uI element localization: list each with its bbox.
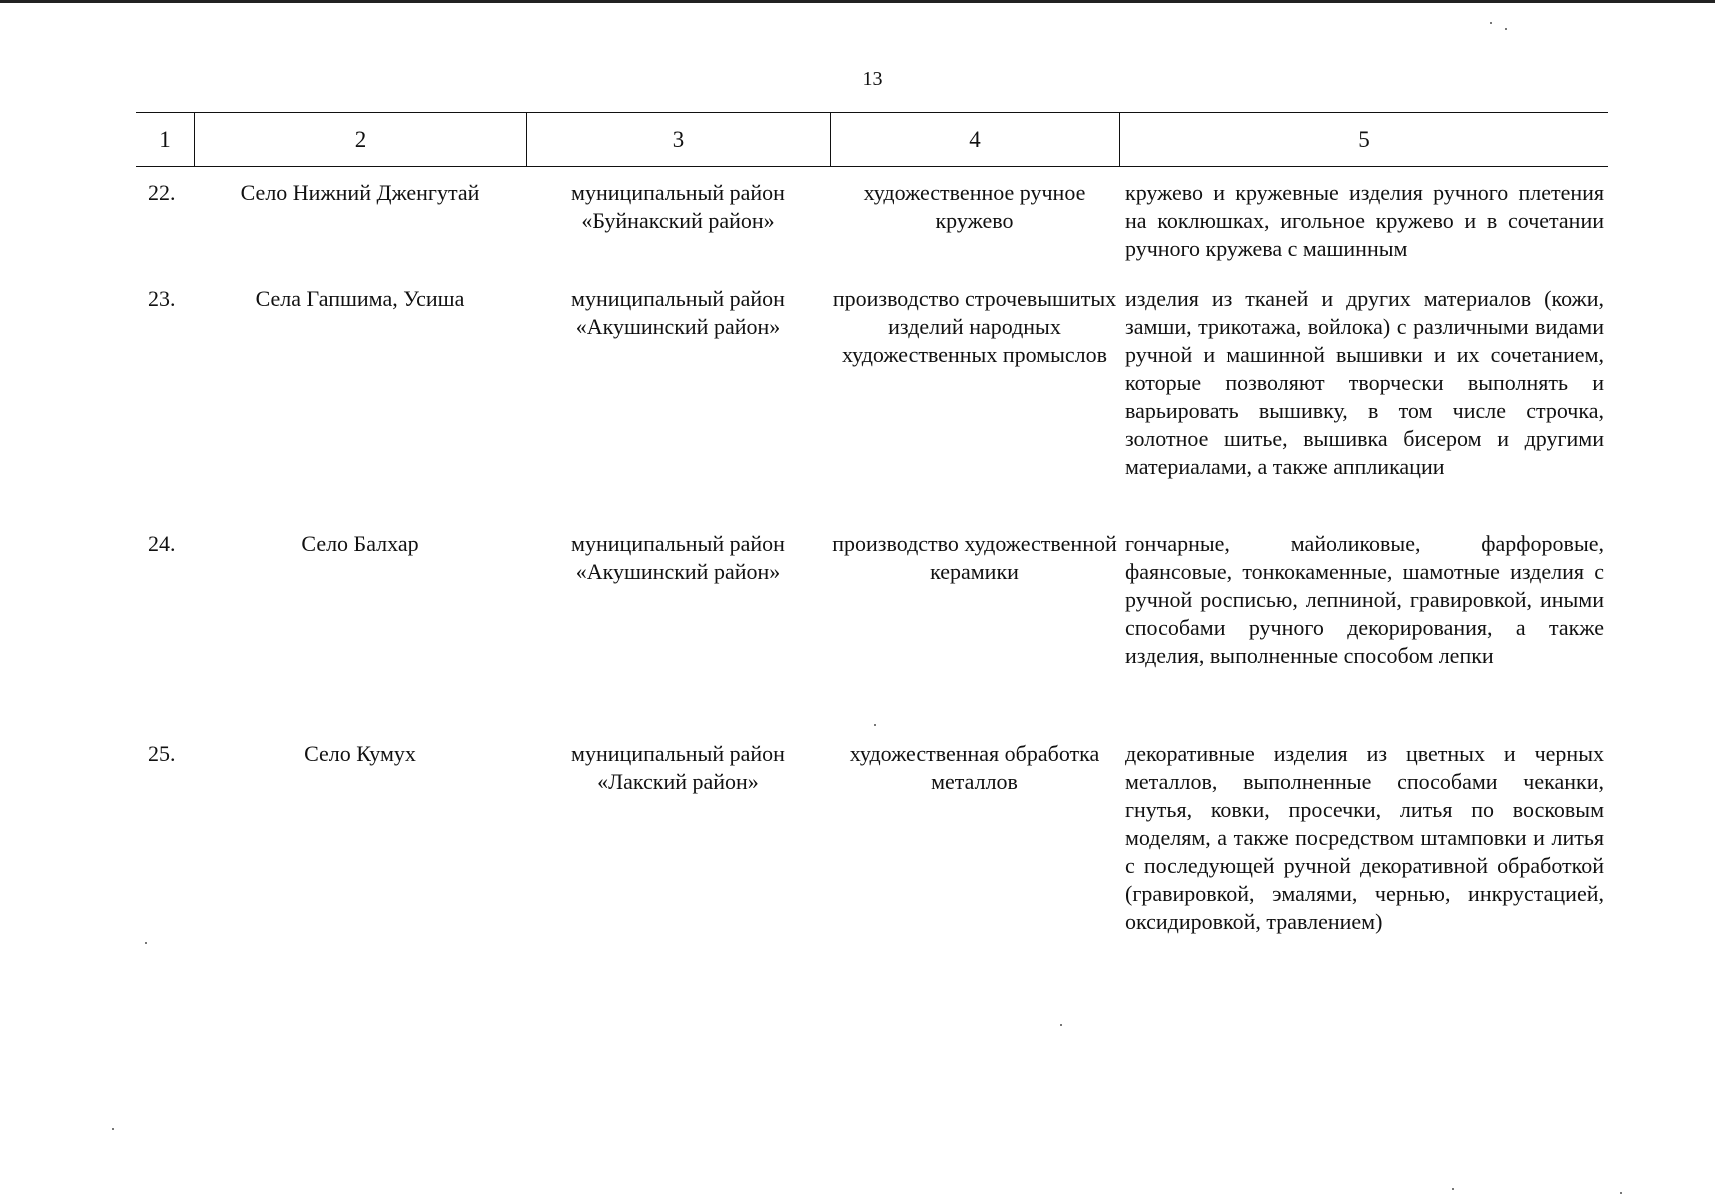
scan-speck (1060, 1024, 1062, 1026)
craft-description: кружево и кружевные изделия ручного плетения на коклюшках, игольное кружево и в сочетании ручного кружева с машинным (1125, 180, 1604, 261)
district-name: муниципальный район «Акушинский район» (571, 286, 785, 339)
table-header (136, 112, 1608, 167)
craft-type: художественная обработка металлов (849, 741, 1100, 794)
scan-speck (1505, 28, 1507, 30)
table-row (136, 530, 1608, 728)
row-number: 24. (148, 531, 176, 556)
craft-table (136, 112, 1608, 940)
header-col-1: 1 (159, 126, 171, 152)
row-number: 23. (148, 286, 176, 311)
header-col-2: 2 (194, 113, 526, 166)
craft-type: художественное ручное кружево (863, 180, 1086, 233)
scan-speck (1620, 1192, 1622, 1194)
scan-speck (112, 1128, 114, 1130)
header-col-4: 4 (830, 113, 1119, 166)
page-number: 13 (862, 68, 883, 90)
craft-description: изделия из тканей и других материалов (кожи, замши, трикотажа, войлока) с различными видами ручной и машинной вышивки и их сочетанием, которые позволяют творчески выполнять и варьировать вышивку, в том числе строчка, золотное шитье, вышивка бисером и другими материалами, а также аппликации (1125, 286, 1604, 479)
craft-type: производство строчевышитых изделий народных художественных промыслов (832, 286, 1117, 367)
scan-speck (1452, 1188, 1454, 1190)
row-number: 22. (148, 180, 176, 205)
craft-type: производство художественной керамики (832, 531, 1117, 584)
scan-speck (874, 724, 876, 726)
scan-speck (1490, 22, 1492, 24)
header-col-3: 3 (526, 113, 830, 166)
scan-edge-line (0, 0, 1715, 3)
craft-description: декоративные изделия из цветных и черных металлов, выполненные способами чеканки, гнутья, ковки, просечки, литья по восковым моделям, а также посредством штамповки и литья с последующей ручной декоративной обработкой (гравировкой, эмалями, чернью, инкрустацией, оксидировкой, травлением) (1125, 741, 1604, 934)
table-row (136, 179, 1608, 273)
place-name: Села Гапшима, Усиша (255, 286, 465, 311)
district-name: муниципальный район «Лакский район» (571, 741, 785, 794)
place-name: Село Нижний Дженгутай (240, 180, 480, 205)
place-name: Село Кумух (304, 741, 416, 766)
row-number: 25. (148, 741, 176, 766)
table-row (136, 740, 1608, 940)
district-name: муниципальный район «Буйнакский район» (571, 180, 785, 233)
table-row (136, 285, 1608, 518)
scan-speck (145, 942, 147, 944)
craft-description: гончарные, майоликовые, фарфоровые, фаянсовые, тонкокаменные, шамотные изделия с ручной росписью, лепниной, гравировкой, иными способами ручного декорирования, а также изделия, выполненные способом лепки (1125, 531, 1604, 668)
place-name: Село Балхар (301, 531, 419, 556)
district-name: муниципальный район «Акушинский район» (571, 531, 785, 584)
header-col-5: 5 (1119, 113, 1608, 166)
